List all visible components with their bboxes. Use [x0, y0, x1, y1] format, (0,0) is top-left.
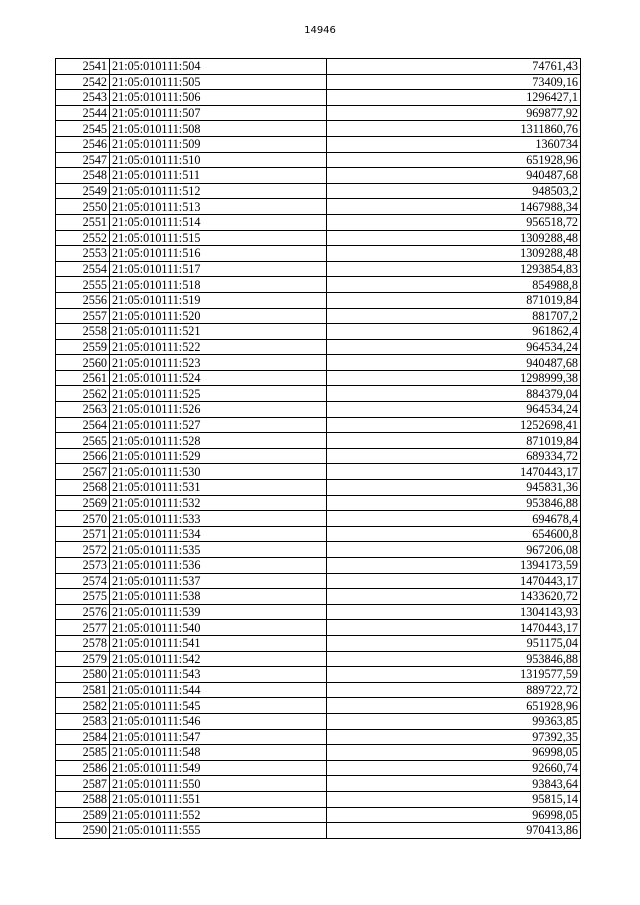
cadastral-value-cell: 1470443,17: [327, 464, 581, 480]
cadastral-value-cell: 964534,24: [327, 402, 581, 418]
row-number-cell: 2545: [56, 121, 110, 137]
cadastral-value-cell: 95815,14: [327, 791, 581, 807]
cadastral-value-cell: 953846,88: [327, 495, 581, 511]
table-row: [56, 308, 581, 324]
row-number-cell: 2579: [56, 651, 110, 667]
cadastral-number-cell: 21:05:010111:541: [110, 635, 327, 651]
row-number-cell: 2555: [56, 277, 110, 293]
cadastral-value-cell: 651928,96: [327, 698, 581, 714]
row-number-cell: 2546: [56, 136, 110, 152]
row-number-cell: 2586: [56, 760, 110, 776]
cadastral-number-cell: 21:05:010111:526: [110, 402, 327, 418]
row-number-cell: 2559: [56, 339, 110, 355]
table-row: [56, 448, 581, 464]
table-row: [56, 635, 581, 651]
table-row: [56, 339, 581, 355]
cadastral-value-cell: 93843,64: [327, 776, 581, 792]
cadastral-value-cell: 889722,72: [327, 682, 581, 698]
row-number-cell: 2544: [56, 105, 110, 121]
table-row: [56, 74, 581, 90]
page-number: 14946: [304, 25, 336, 36]
cadastral-number-cell: 21:05:010111:542: [110, 651, 327, 667]
cadastral-value-cell: 99363,85: [327, 713, 581, 729]
table-row: [56, 791, 581, 807]
cadastral-number-cell: 21:05:010111:504: [110, 59, 327, 75]
table-row: [56, 370, 581, 386]
table-row: [56, 277, 581, 293]
cadastral-number-cell: 21:05:010111:555: [110, 823, 327, 839]
cadastral-value-cell: 964534,24: [327, 339, 581, 355]
cadastral-number-cell: 21:05:010111:529: [110, 448, 327, 464]
row-number-cell: 2554: [56, 261, 110, 277]
cadastral-number-cell: 21:05:010111:509: [110, 136, 327, 152]
row-number-cell: 2585: [56, 745, 110, 761]
row-number-cell: 2570: [56, 511, 110, 527]
cadastral-value-cell: 1309288,48: [327, 246, 581, 262]
table-row: [56, 558, 581, 574]
row-number-cell: 2568: [56, 480, 110, 496]
cadastral-value-cell: 871019,84: [327, 292, 581, 308]
cadastral-number-cell: 21:05:010111:550: [110, 776, 327, 792]
cadastral-value-cell: 1470443,17: [327, 573, 581, 589]
cadastral-value-cell: 961862,4: [327, 324, 581, 340]
row-number-cell: 2571: [56, 526, 110, 542]
table-row: [56, 542, 581, 558]
cadastral-number-cell: 21:05:010111:534: [110, 526, 327, 542]
cadastral-number-cell: 21:05:010111:532: [110, 495, 327, 511]
cadastral-value-cell: 1319577,59: [327, 667, 581, 683]
cadastral-number-cell: 21:05:010111:505: [110, 74, 327, 90]
row-number-cell: 2560: [56, 355, 110, 371]
cadastral-value-cell: 1309288,48: [327, 230, 581, 246]
cadastral-value-cell: 1304143,93: [327, 604, 581, 620]
row-number-cell: 2563: [56, 402, 110, 418]
cadastral-number-cell: 21:05:010111:507: [110, 105, 327, 121]
row-number-cell: 2542: [56, 74, 110, 90]
row-number-cell: 2587: [56, 776, 110, 792]
cadastral-number-cell: 21:05:010111:533: [110, 511, 327, 527]
cadastral-number-cell: 21:05:010111:515: [110, 230, 327, 246]
cadastral-number-cell: 21:05:010111:543: [110, 667, 327, 683]
table-row: [56, 292, 581, 308]
cadastral-value-cell: 953846,88: [327, 651, 581, 667]
cadastral-value-cell: 881707,2: [327, 308, 581, 324]
row-number-cell: 2543: [56, 90, 110, 106]
row-number-cell: 2558: [56, 324, 110, 340]
cadastral-value-cell: 74761,43: [327, 59, 581, 75]
cadastral-number-cell: 21:05:010111:537: [110, 573, 327, 589]
row-number-cell: 2548: [56, 168, 110, 184]
cadastral-value-cell: 948503,2: [327, 183, 581, 199]
cadastral-number-cell: 21:05:010111:548: [110, 745, 327, 761]
row-number-cell: 2541: [56, 59, 110, 75]
cadastral-value-cell: 96998,05: [327, 745, 581, 761]
row-number-cell: 2551: [56, 214, 110, 230]
row-number-cell: 2583: [56, 713, 110, 729]
cadastral-value-cell: 940487,68: [327, 355, 581, 371]
cadastral-value-cell: 1467988,34: [327, 199, 581, 215]
cadastral-value-cell: 654600,8: [327, 526, 581, 542]
cadastral-value-cell: 970413,86: [327, 823, 581, 839]
table-row: [56, 760, 581, 776]
cadastral-value-cell: 1360734: [327, 136, 581, 152]
table-row: [56, 667, 581, 683]
row-number-cell: 2547: [56, 152, 110, 168]
cadastral-value-cell: 967206,08: [327, 542, 581, 558]
row-number-cell: 2561: [56, 370, 110, 386]
table-row: [56, 214, 581, 230]
table-row: [56, 386, 581, 402]
cadastral-number-cell: 21:05:010111:522: [110, 339, 327, 355]
table-row: [56, 713, 581, 729]
cadastral-number-cell: 21:05:010111:536: [110, 558, 327, 574]
cadastral-number-cell: 21:05:010111:513: [110, 199, 327, 215]
row-number-cell: 2549: [56, 183, 110, 199]
table-row: [56, 495, 581, 511]
row-number-cell: 2590: [56, 823, 110, 839]
cadastral-number-cell: 21:05:010111:535: [110, 542, 327, 558]
cadastral-value-cell: 1298999,38: [327, 370, 581, 386]
cadastral-value-cell: 871019,84: [327, 433, 581, 449]
table-row: [56, 402, 581, 418]
cadastral-number-cell: 21:05:010111:552: [110, 807, 327, 823]
cadastral-value-cell: 956518,72: [327, 214, 581, 230]
row-number-cell: 2552: [56, 230, 110, 246]
cadastral-number-cell: 21:05:010111:527: [110, 417, 327, 433]
table-row: [56, 604, 581, 620]
table-body: [56, 59, 581, 839]
table-row: [56, 199, 581, 215]
cadastral-value-cell: 1252698,41: [327, 417, 581, 433]
row-number-cell: 2574: [56, 573, 110, 589]
table-row: [56, 183, 581, 199]
cadastral-number-cell: 21:05:010111:528: [110, 433, 327, 449]
table-row: [56, 464, 581, 480]
table-row: [56, 729, 581, 745]
cadastral-number-cell: 21:05:010111:520: [110, 308, 327, 324]
table-row: [56, 651, 581, 667]
table-row: [56, 105, 581, 121]
table-row: [56, 511, 581, 527]
table-row: [56, 807, 581, 823]
cadastral-number-cell: 21:05:010111:547: [110, 729, 327, 745]
cadastral-number-cell: 21:05:010111:519: [110, 292, 327, 308]
table-row: [56, 417, 581, 433]
cadastral-value-cell: 969877,92: [327, 105, 581, 121]
row-number-cell: 2562: [56, 386, 110, 402]
cadastral-value-cell: 689334,72: [327, 448, 581, 464]
cadastral-number-cell: 21:05:010111:514: [110, 214, 327, 230]
row-number-cell: 2550: [56, 199, 110, 215]
cadastral-number-cell: 21:05:010111:539: [110, 604, 327, 620]
cadastral-value-cell: 951175,04: [327, 635, 581, 651]
cadastral-value-cell: 97392,35: [327, 729, 581, 745]
cadastral-number-cell: 21:05:010111:538: [110, 589, 327, 605]
table-row: [56, 620, 581, 636]
table-row: [56, 246, 581, 262]
cadastral-number-cell: 21:05:010111:524: [110, 370, 327, 386]
cadastral-number-cell: 21:05:010111:506: [110, 90, 327, 106]
row-number-cell: 2577: [56, 620, 110, 636]
cadastral-value-cell: 940487,68: [327, 168, 581, 184]
cadastral-number-cell: 21:05:010111:510: [110, 152, 327, 168]
cadastral-number-cell: 21:05:010111:530: [110, 464, 327, 480]
cadastral-number-cell: 21:05:010111:517: [110, 261, 327, 277]
cadastral-number-cell: 21:05:010111:551: [110, 791, 327, 807]
row-number-cell: 2565: [56, 433, 110, 449]
row-number-cell: 2566: [56, 448, 110, 464]
cadastral-value-cell: 1433620,72: [327, 589, 581, 605]
cadastral-number-cell: 21:05:010111:508: [110, 121, 327, 137]
table-row: [56, 573, 581, 589]
table-row: [56, 90, 581, 106]
cadastral-value-cell: 1470443,17: [327, 620, 581, 636]
cadastral-value-cell: 694678,4: [327, 511, 581, 527]
cadastral-number-cell: 21:05:010111:512: [110, 183, 327, 199]
row-number-cell: 2589: [56, 807, 110, 823]
row-number-cell: 2575: [56, 589, 110, 605]
cadastral-number-cell: 21:05:010111:549: [110, 760, 327, 776]
row-number-cell: 2572: [56, 542, 110, 558]
table-row: [56, 682, 581, 698]
cadastral-number-cell: 21:05:010111:523: [110, 355, 327, 371]
cadastral-number-cell: 21:05:010111:531: [110, 480, 327, 496]
row-number-cell: 2584: [56, 729, 110, 745]
row-number-cell: 2580: [56, 667, 110, 683]
cadastral-value-cell: 1394173,59: [327, 558, 581, 574]
table-row: [56, 355, 581, 371]
cadastral-number-cell: 21:05:010111:545: [110, 698, 327, 714]
cadastral-value-cell: 92660,74: [327, 760, 581, 776]
cadastral-value-cell: 651928,96: [327, 152, 581, 168]
cadastral-number-cell: 21:05:010111:546: [110, 713, 327, 729]
cadastral-number-cell: 21:05:010111:511: [110, 168, 327, 184]
row-number-cell: 2581: [56, 682, 110, 698]
row-number-cell: 2567: [56, 464, 110, 480]
row-number-cell: 2569: [56, 495, 110, 511]
table-row: [56, 480, 581, 496]
table-row: [56, 261, 581, 277]
row-number-cell: 2573: [56, 558, 110, 574]
cadastral-value-cell: 1311860,76: [327, 121, 581, 137]
table-row: [56, 59, 581, 75]
row-number-cell: 2556: [56, 292, 110, 308]
cadastral-value-cell: 884379,04: [327, 386, 581, 402]
cadastral-value-cell: 96998,05: [327, 807, 581, 823]
cadastral-value-cell: 1293854,83: [327, 261, 581, 277]
row-number-cell: 2564: [56, 417, 110, 433]
cadastral-number-cell: 21:05:010111:525: [110, 386, 327, 402]
table-row: [56, 136, 581, 152]
table-row: [56, 121, 581, 137]
cadastral-value-cell: 945831,36: [327, 480, 581, 496]
row-number-cell: 2576: [56, 604, 110, 620]
row-number-cell: 2588: [56, 791, 110, 807]
row-number-cell: 2557: [56, 308, 110, 324]
table-row: [56, 152, 581, 168]
table-row: [56, 589, 581, 605]
table-row: [56, 745, 581, 761]
cadastral-value-cell: 854988,8: [327, 277, 581, 293]
cadastral-number-cell: 21:05:010111:540: [110, 620, 327, 636]
table-row: [56, 168, 581, 184]
cadastral-number-cell: 21:05:010111:516: [110, 246, 327, 262]
cadastral-number-cell: 21:05:010111:521: [110, 324, 327, 340]
cadastral-value-cell: 73409,16: [327, 74, 581, 90]
row-number-cell: 2578: [56, 635, 110, 651]
cadastral-value-table: [55, 58, 581, 839]
table-row: [56, 776, 581, 792]
row-number-cell: 2553: [56, 246, 110, 262]
cadastral-value-cell: 1296427,1: [327, 90, 581, 106]
cadastral-number-cell: 21:05:010111:544: [110, 682, 327, 698]
table-row: [56, 433, 581, 449]
table-row: [56, 230, 581, 246]
row-number-cell: 2582: [56, 698, 110, 714]
table-row: [56, 698, 581, 714]
table-row: [56, 324, 581, 340]
table-row: [56, 526, 581, 542]
cadastral-number-cell: 21:05:010111:518: [110, 277, 327, 293]
table-row: [56, 823, 581, 839]
